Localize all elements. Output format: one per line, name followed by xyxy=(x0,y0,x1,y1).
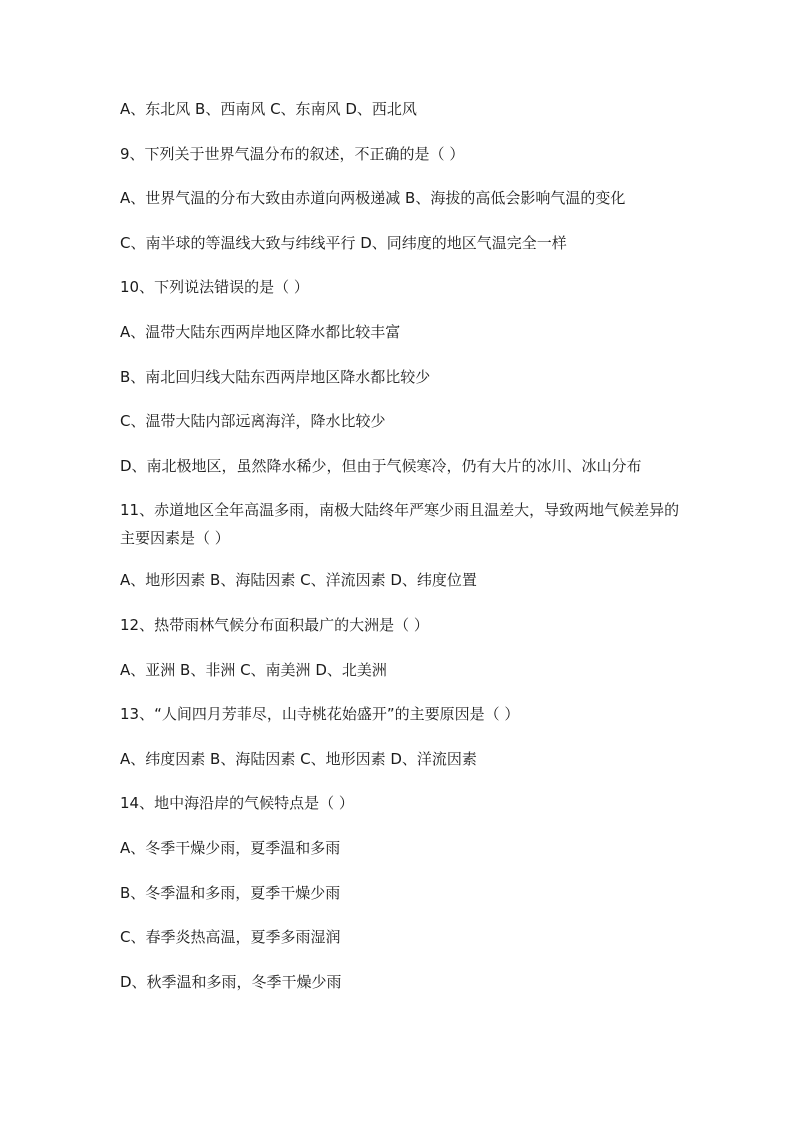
q11-stem: 11、赤道地区全年高温多雨，南极大陆终年严寒少雨且温差大，导致两地气候差异的主要因素是（ ） xyxy=(120,501,680,548)
q10-stem: 10、下列说法错误的是（ ） xyxy=(120,278,309,297)
q10-option-d: D、南北极地区，虽然降水稀少，但由于气候寒冷，仍有大片的冰川、冰山分布 xyxy=(120,456,642,475)
q14-option-d: D、秋季温和多雨，冬季干燥少雨 xyxy=(120,972,342,991)
q8-options: A、东北风 B、西南风 C、东南风 D、西北风 xyxy=(120,100,417,118)
q11-options: A、地形因素 B、海陆因素 C、洋流因素 D、纬度位置 xyxy=(120,571,477,590)
q9-options-cd: C、南半球的等温线大致与纬线平行 D、同纬度的地区气温完全一样 xyxy=(120,233,567,252)
question-list xyxy=(120,98,680,1015)
q12-stem: 12、热带雨林气候分布面积最广的大洲是（ ） xyxy=(120,615,429,634)
q12-options: A、亚洲 B、非洲 C、南美洲 D、北美洲 xyxy=(120,660,387,679)
q9-stem: 9、下列关于世界气温分布的叙述，不正确的是（ ） xyxy=(120,144,465,163)
q10-option-c: C、温带大陆内部远离海洋，降水比较少 xyxy=(120,412,386,431)
q10-option-b: B、南北回归线大陆东西两岸地区降水都比较少 xyxy=(120,367,431,386)
q14-option-c: C、春季炎热高温，夏季多雨湿润 xyxy=(120,928,341,947)
q10-option-a: A、温带大陆东西两岸地区降水都比较丰富 xyxy=(120,322,401,341)
q13-stem: 13、“人间四月芳菲尽，山寺桃花始盛开”的主要原因是（ ） xyxy=(120,705,520,724)
q13-options: A、纬度因素 B、海陆因素 C、地形因素 D、洋流因素 xyxy=(120,749,477,768)
q9-options-ab: A、世界气温的分布大致由赤道向两极递减 B、海拔的高低会影响气温的变化 xyxy=(120,189,626,208)
q14-option-a: A、冬季干燥少雨，夏季温和多雨 xyxy=(120,838,341,857)
q14-option-b: B、冬季温和多雨，夏季干燥少雨 xyxy=(120,883,341,902)
q14-stem: 14、地中海沿岸的气候特点是（ ） xyxy=(120,794,354,813)
